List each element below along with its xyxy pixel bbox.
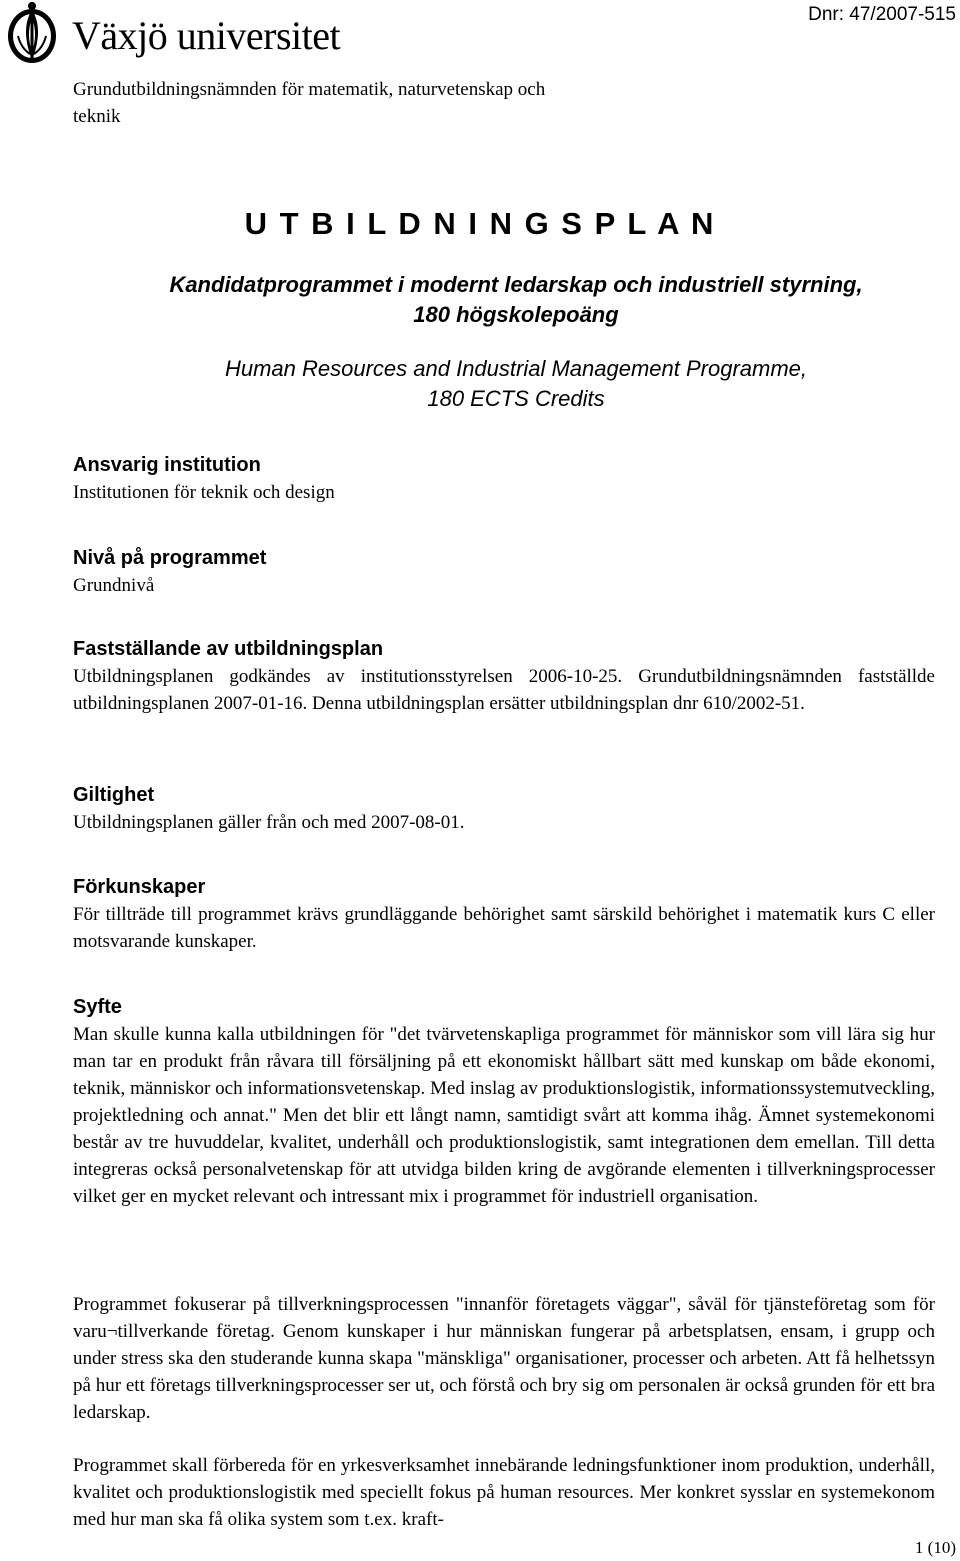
university-logo (4, 0, 364, 64)
section-text: Grundnivå (73, 575, 155, 596)
section-heading: Ansvarig institution (73, 454, 261, 476)
document-number: Dnr: 47/2007-515 (808, 4, 956, 25)
body-paragraph: Programmet skall förbereda för en yrkesverksamhet innebärande ledningsfunktioner inom produktion, underhåll, kvalitet och produktionslogistik med speciellt fokus på human resources. Mer konkret sysslar en systemekonom med hur man ska få olika system som t.ex. kraft- (73, 1455, 935, 1530)
document-title: U T B I L D N I N G S P L A N (244, 206, 716, 241)
section-purpose (73, 994, 935, 1210)
programme-name-swedish: Kandidatprogrammet i modernt ledarskap och industriell styrning, 180 högskolepoäng (169, 272, 863, 327)
section-heading: Giltighet (73, 784, 155, 806)
section-prerequisites (73, 874, 935, 955)
section-text: Utbildningsplanen gäller från och med 2007-08-01. (73, 812, 465, 833)
section-heading: Nivå på programmet (73, 547, 267, 569)
university-name: Växjö universitet (72, 13, 341, 58)
section-validity (73, 782, 935, 836)
section-heading: Fastställande av utbildningsplan (73, 638, 384, 660)
committee-name: Grundutbildningsnämnden för matematik, naturvetenskap och teknik (73, 79, 546, 127)
section-responsible-department (73, 452, 935, 506)
logo-emblem-icon (4, 0, 66, 64)
programme-name-english: Human Resources and Industrial Management Programme, 180 ECTS Credits (224, 356, 808, 411)
section-heading: Syfte (73, 996, 122, 1018)
section-programme-level (73, 545, 935, 599)
section-text: Utbildningsplanen godkändes av institutionsstyrelsen 2006-10-25. Grundutbildningsnämnden fastställde utbildningsplanen 2007-01-16. Denna utbildningsplan ersätter utbildningsplan dnr 610/2002-51. (73, 666, 935, 714)
section-text: Man skulle kunna kalla utbildningen för "det tvärvetenskapliga programmet för människor som vill lära sig hur man tar en produkt från råvara till försäljning på ett ekonomiskt hållbart sätt med kunskap om både ekonomi, teknik, människor och informationsvetenskap. Med inslag av produktionslogistik, informationssystemutveckling, projektledning och annat." Men det blir ett långt namn, samtidigt svårt att komma ihåg. Ämnet systemekonomi består av tre huvuddelar, kvalitet, underhåll och produktionslogistik, samt integrationen dem emellan. Till detta integreras också personalvetenskap för att utvidga bilden kring de avgörande elementen i tillverkningsprocesser vilket ger en mycket relevant och intressant mix i programmet för industriell organisation. (73, 1024, 935, 1207)
section-text: Institutionen för teknik och design (73, 482, 335, 503)
section-text: För tillträde till programmet krävs grundläggande behörighet samt särskild behörighet i matematik kurs C eller motsvarande kunskaper. (73, 904, 935, 952)
section-approval (73, 636, 935, 717)
section-heading: Förkunskaper (73, 876, 206, 898)
page-number: 1 (10) (914, 1538, 956, 1557)
body-paragraph: Programmet fokuserar på tillverkningsprocessen "innanför företagets väggar", såväl för tjänsteföretag som för varu¬tillverkande företag. Genom kunskaper i hur människan fungerar på arbetsplatsen, ensam, i grupp och under stress ska den studerande kunna skapa "mänskliga" organisationer, processer och arbeten. Att få helhetssyn på hur ett företags tillverkningsprocesser ser ut, och förstå och bry sig om personalen är också grunden för ett bra ledarskap. (73, 1294, 935, 1423)
